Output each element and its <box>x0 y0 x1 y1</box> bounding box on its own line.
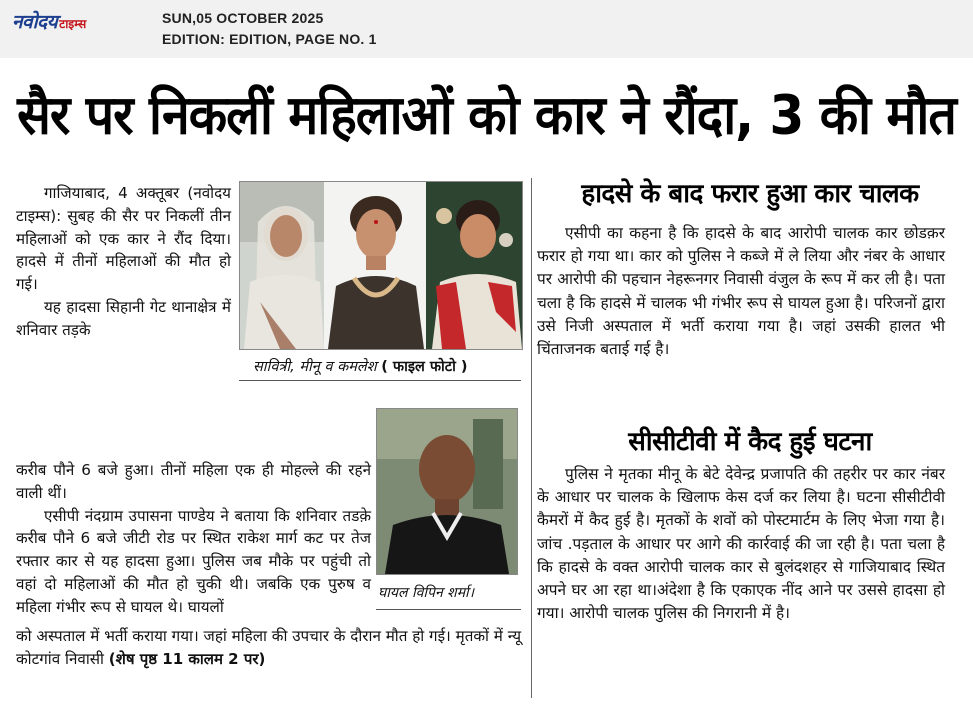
caption-file-photo-tag: ( फाइल फोटो ) <box>381 359 468 375</box>
news-clipping <box>0 58 973 704</box>
column-1-wide <box>16 459 371 619</box>
logo-sub-text: टाइम्स <box>59 17 87 31</box>
section-1 <box>537 222 945 361</box>
newspaper-logo[interactable] <box>12 8 86 34</box>
paragraph: करीब पौने 6 बजे हुआ। तीनों महिला एक ही मोहल्ले की रहने वाली थीं। <box>16 461 371 502</box>
photo-kamlesh <box>426 182 522 349</box>
subheading-1: हादसे के बाद फरार हुआ कार चालक <box>581 179 919 209</box>
paragraph <box>16 625 521 671</box>
divider <box>376 609 521 610</box>
victims-photo-strip <box>239 181 523 350</box>
divider <box>239 380 521 381</box>
logo-main-text: नवोदय <box>12 11 58 33</box>
column-divider <box>531 178 532 698</box>
photo-injured-man <box>376 408 518 575</box>
paragraph: पुलिस ने मृतका मीनू के बेटे देवेन्द्र प्रजापति की तहरीर पर कार नंबर के आधार पर चालक के खिलाफ केस दर्ज कर लिया है। घटना सीसीटीवी कैमरों में कैद हुई है। मृतकों के शवों को पोस्टमार्टम के लिए भेजा गया है। जांच .पड़ताल के आधार पर आगे की कार्रवाई की जा रही है। पता चला है कि हादसे के वक्त आरोपी चालक कार से बुलंदशहर से गाजियाबाद स्थित अपने घर आ रहा था।अंदेशा है कि एकाएक नींद आने पर उससे हादसा हो गया। आरोपी चालक पुलिस की निगरानी में है। <box>537 465 945 623</box>
column-1 <box>16 182 231 342</box>
section-2 <box>537 463 945 625</box>
column-1-bottom <box>16 625 521 671</box>
paragraph: एसीपी नंदग्राम उपासना पाण्डेय ने बताया कि शनिवार तडक़े करीब पौने 6 बजे जीटी रोड पर स्थित राकेश मार्ग कट पर तेज रफ्तार कार से यह हादसा हुआ। पुलिस जब मौके पर पहुंची तो वहां दो महिलाओं की मौत हो चुकी थी। जबकि एक पुरुष व महिला गंभीर रूप से घायल थे। घायलों <box>16 506 371 616</box>
page-header <box>0 0 973 59</box>
photo-meenu <box>324 182 426 349</box>
photo-savitri <box>240 182 324 349</box>
edition-page: EDITION: EDITION, PAGE NO. 1 <box>162 31 377 47</box>
subheading-2: सीसीटीवी में कैद हुई घटना <box>628 427 872 457</box>
paragraph: यह हादसा सिहानी गेट थानाक्षेत्र में शनिवार तड़के <box>16 297 231 339</box>
paragraph: गाजियाबाद, 4 अक्तूबर (नवोदय टाइम्स): सुबह की सैर पर निकलीं तीन महिलाओं को एक कार ने रौंद दिया। हादसे में तीनों महिलाओं की मौत हो गई। <box>16 184 231 294</box>
photo-caption <box>253 356 468 376</box>
caption-names: सावित्री, मीनू व कमलेश <box>253 359 377 375</box>
continuation-note[interactable]: (शेष पृष्ठ 11 कालम 2 पर) <box>108 649 266 668</box>
edition-date: SUN,05 OCTOBER 2025 <box>162 10 324 26</box>
headline: सैर पर निकलीं महिलाओं को कार ने रौंदा, 3 की मौत <box>17 83 956 147</box>
paragraph: एसीपी का कहना है कि हादसे के बाद आरोपी चालक कार छोडक़र फरार हो गया था। कार को पुलिस ने कब्जे में ले लिया और नंबर के आधार पर आरोपी की पहचान नेहरूनगर निवासी वंजुल के रूप में कर ली है। पता चला है कि हादसे में चालक भी गंभीर रूप से घायल हुआ है। परिजनों द्वारा उसे निजी अस्पताल में भर्ती कराया गया है। जहां उसकी हालत भी चिंताजनक बताई गई है। <box>537 224 945 359</box>
bottom-text: को अस्पताल में भर्ती कराया गया। जहां महिला की उपचार के दौरान मौत हो गई। मृतकों में न्यू कोटगांव निवासी <box>16 627 521 668</box>
photo2-caption: घायल विपिन शर्मा। <box>378 585 474 601</box>
